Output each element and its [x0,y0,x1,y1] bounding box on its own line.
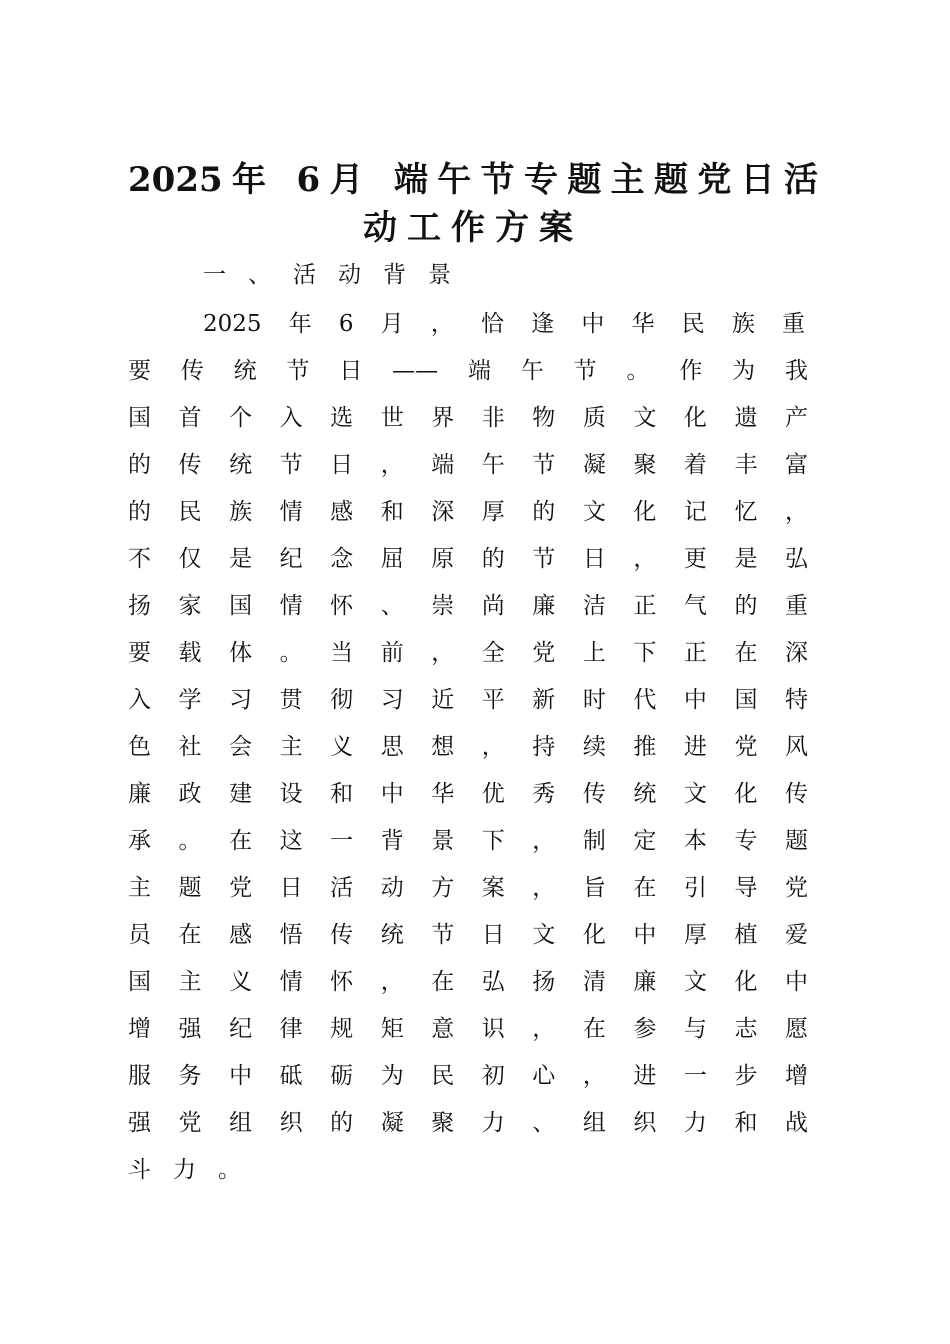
paragraph-line: 的传统节日，端午节凝聚着丰富 [128,452,808,478]
paragraph-line: 承。在这一背景下，制定本专题 [128,828,808,854]
paragraph-line: 服务中砥砺为民初心，进一步增 [128,1063,808,1089]
paragraph-line: 增强纪律规矩意识，在参与志愿 [128,1016,808,1042]
document-title-line-1: 2025年 6月 端午节专题主题党日活 [128,160,818,200]
paragraph-line: 的民族情感和深厚的文化记忆， [128,499,808,525]
paragraph-line: 色社会主义思想，持续推进党风 [128,734,808,760]
paragraph-line: 国首个入选世界非物质文化遗产 [128,405,808,431]
paragraph-line: 要载体。当前，全党上下正在深 [128,640,808,666]
paragraph-line: 国主义情怀，在弘扬清廉文化中 [128,969,808,995]
paragraph-line: 扬家国情怀、崇尚廉洁正气的重 [128,593,808,619]
section-heading: 一、活动背景 [203,262,473,288]
document-title-line-2: 动工作方案 [363,208,583,248]
paragraph-line: 廉政建设和中华优秀传统文化传 [128,781,808,807]
paragraph-line: 不仅是纪念屈原的节日，更是弘 [128,546,808,572]
paragraph-line: 要传统节日——端午节。作为我 [128,358,808,384]
paragraph-line: 主题党日活动方案，旨在引导党 [128,875,808,901]
paragraph-line: 2025年6月，恰逢中华民族重 [203,311,805,337]
paragraph-line: 员在感悟传统节日文化中厚植爱 [128,922,808,948]
paragraph-line: 入学习贯彻习近平新时代中国特 [128,687,808,713]
paragraph-line: 强党组织的凝聚力、组织力和战 [128,1110,808,1136]
paragraph-line: 斗力。 [128,1157,263,1183]
